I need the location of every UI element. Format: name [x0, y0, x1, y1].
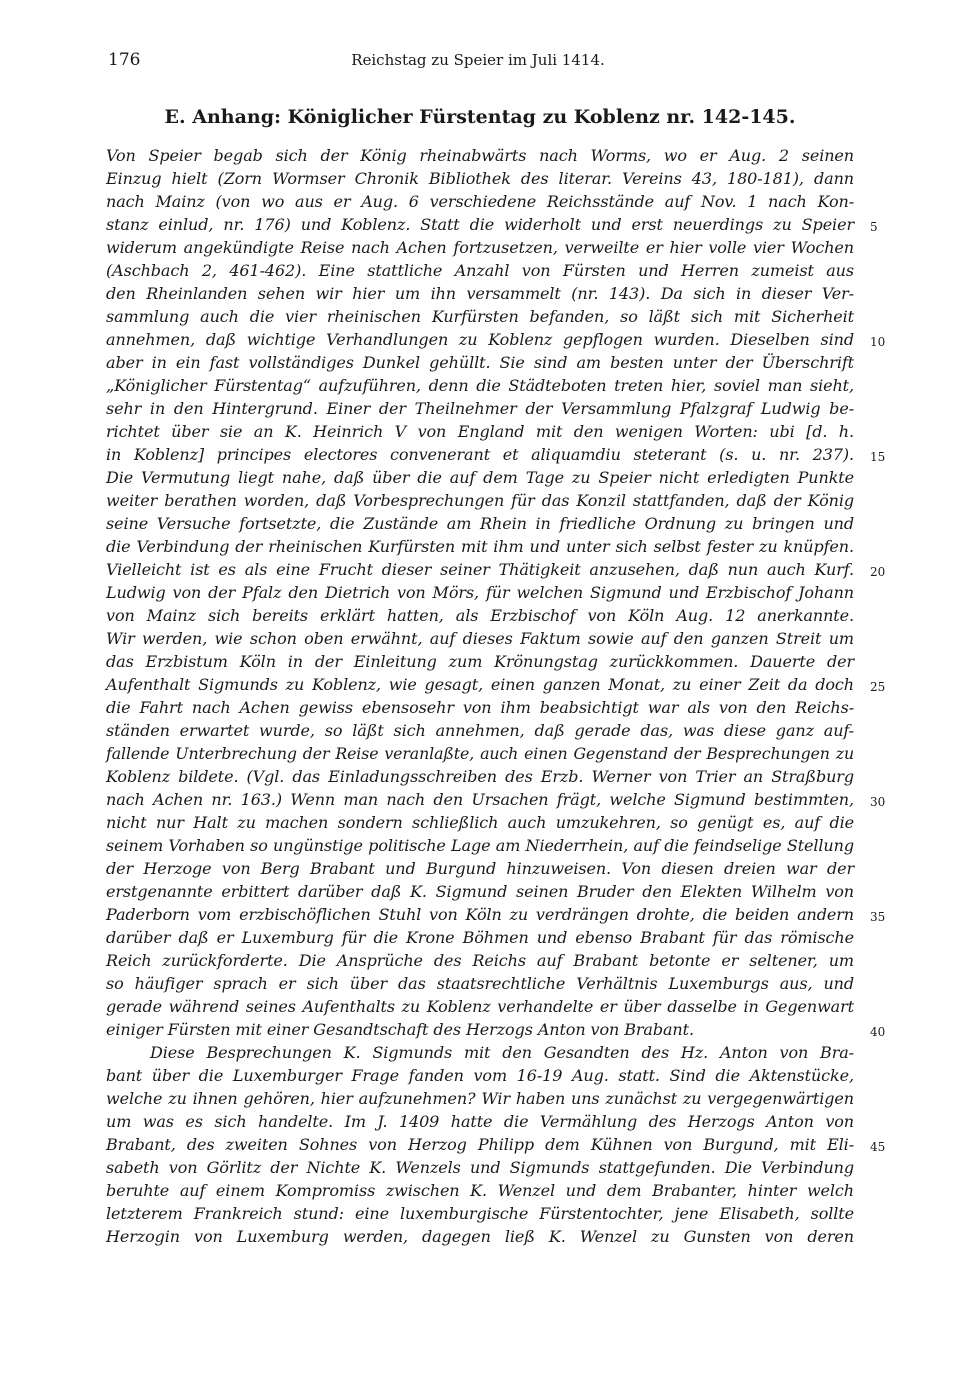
text-line: weiter berathen worden, daß Vorbesprechungen für das Konzil stattfanden, daß der König — [106, 491, 854, 510]
text-line: seinem Vorhaben so ungünstige politische Lage am Niederrhein, auf die feindselige Stellung — [106, 836, 854, 855]
text-line: nach Mainz (von wo aus er Aug. 6 verschiedene Reichsstände auf Nov. 1 nach Kon- — [106, 192, 854, 211]
margin-line-number: 10 — [870, 335, 886, 349]
text-line: Reich zurückforderte. Die Ansprüche des Reichs auf Brabant betonte er seltener, um — [106, 951, 854, 970]
text-line: so häufiger sprach er sich über das staatsrechtliche Verhältnis Luxemburgs aus, und — [106, 974, 854, 993]
text-line: ständen erwartet wurde, so läßt sich annehmen, daß gerade das, was diese ganz auf- — [106, 721, 854, 740]
text-line: (Aschbach 2, 461-462). Eine stattliche Anzahl von Fürsten und Herren zumeist aus — [106, 261, 854, 280]
text-line: widerum angekündigte Reise nach Achen fortzusetzen, verweilte er hier volle vier Wochen — [106, 238, 854, 257]
text-line: die Fahrt nach Achen gewiss ebensosehr von ihm beabsichtigt war als von den Reichs- — [106, 698, 854, 717]
text-line: von Mainz sich bereits erklärt hatten, als Erzbischof von Köln Aug. 12 anerkannte. — [106, 606, 854, 625]
text-line: Ludwig von der Pfalz den Dietrich von Mörs, für welchen Sigmund und Erzbischof Johann — [106, 583, 854, 602]
text-line: stanz einlud, nr. 176) und Koblenz. Statt die widerholt und erst neuerdings zu Speier — [106, 215, 854, 234]
text-line: Diese Besprechungen K. Sigmunds mit den Gesandten des Hz. Anton von Bra- — [150, 1043, 854, 1062]
text-line: den Rheinlanden sehen wir hier um ihn versammelt (nr. 143). Da sich in dieser Ver- — [106, 284, 854, 303]
margin-line-number: 5 — [870, 220, 878, 234]
text-line: der Herzoge von Berg Brabant und Burgund hinzuweisen. Von diesen dreien war der — [106, 859, 854, 878]
text-line: seine Versuche fortsetzte, die Zustände am Rhein in friedliche Ordnung zu bringen und — [106, 514, 854, 533]
margin-line-number: 25 — [870, 680, 886, 694]
text-line: aber in ein fast vollständiges Dunkel gehüllt. Sie sind am besten unter der Überschrift — [106, 353, 854, 372]
text-line: annehmen, daß wichtige Verhandlungen zu Koblenz gepflogen wurden. Dieselben sind — [106, 330, 854, 349]
text-line: richtet über sie an K. Heinrich V von England mit den wenigen Worten: ubi [d. h. — [106, 422, 854, 441]
text-line: Vielleicht ist es als eine Frucht dieser seiner Thätigkeit anzusehen, daß nun auch Kurf. — [106, 560, 854, 579]
text-line: Herzogin von Luxemburg werden, dagegen ließ K. Wenzel zu Gunsten von deren — [106, 1227, 854, 1246]
text-line: Paderborn vom erzbischöflichen Stuhl von Köln zu verdrängen drohte, die beiden andern — [106, 905, 854, 924]
text-line: Einzug hielt (Zorn Wormser Chronik Bibliothek des literar. Vereins 43, 180-181), dann — [106, 169, 854, 188]
section-heading: E. Anhang: Königlicher Fürstentag zu Koblenz nr. 142-145. — [164, 106, 796, 128]
text-line: Von Speier begab sich der König rheinabwärts nach Worms, wo er Aug. 2 seinen — [106, 146, 854, 165]
text-line: Brabant, des zweiten Sohnes von Herzog Philipp dem Kühnen von Burgund, mit Eli- — [106, 1135, 854, 1154]
text-line: sehr in den Hintergrund. Einer der Theilnehmer der Versammlung Pfalzgraf Ludwig be- — [106, 399, 854, 418]
page-header — [108, 50, 848, 72]
text-line: das Erzbistum Köln in der Einleitung zum Krönungstag zurückkommen. Dauerte der — [106, 652, 854, 671]
margin-line-number: 30 — [870, 795, 886, 809]
text-line: letzterem Frankreich stund: eine luxemburgische Fürstentochter, jene Elisabeth, sollte — [106, 1204, 854, 1223]
text-line: gerade während seines Aufenthalts zu Koblenz verhandelte er über dasselbe in Gegenwart — [106, 997, 854, 1016]
text-line: „Königlicher Fürstentag“ aufzuführen, denn die Städteboten treten hier, soviel man sieht, — [106, 376, 854, 395]
text-line: in Koblenz] principes electores convenerant et aliquamdiu steterant (s. u. nr. 237). — [106, 445, 854, 464]
running-title: Reichstag zu Speier im Juli 1414. — [351, 51, 605, 69]
page-number: 176 — [108, 50, 141, 70]
text-line: welche zu ihnen gehören, hier aufzunehmen? Wir haben uns zunächst zu vergegenwärtigen — [106, 1089, 854, 1108]
text-line: die Verbindung der rheinischen Kurfürsten mit ihm und unter sich selbst fester zu knüpfen. — [106, 537, 854, 556]
text-line: nach Achen nr. 163.) Wenn man nach den Ursachen frägt, welche Sigmund bestimmten, — [106, 790, 854, 809]
text-line: einiger Fürsten mit einer Gesandtschaft des Herzogs Anton von Brabant. — [106, 1020, 694, 1039]
text-line: Wir werden, wie schon oben erwähnt, auf dieses Faktum sowie auf den ganzen Streit um — [106, 629, 854, 648]
text-line: um was es sich handelte. Im J. 1409 hatte die Vermählung des Herzogs Anton von — [106, 1112, 854, 1131]
text-line: nicht nur Halt zu machen sondern schließlich auch umzukehren, so genügt es, auf die — [106, 813, 854, 832]
text-line: erstgenannte erbittert darüber daß K. Sigmund seinen Bruder den Elekten Wilhelm von — [106, 882, 854, 901]
text-line: bant über die Luxemburger Frage fanden vom 16-19 Aug. statt. Sind die Aktenstücke, — [106, 1066, 854, 1085]
text-line: beruhte auf einem Kompromiss zwischen K. Wenzel und dem Brabanter, hinter welch — [106, 1181, 854, 1200]
text-line: Die Vermutung liegt nahe, daß über die auf dem Tage zu Speier nicht erledigten Punkte — [106, 468, 854, 487]
text-line: Aufenthalt Sigmunds zu Koblenz, wie gesagt, einen ganzen Monat, zu einer Zeit da doch — [106, 675, 854, 694]
text-line: Koblenz bildete. (Vgl. das Einladungsschreiben des Erzb. Werner von Trier an Straßburg — [106, 767, 854, 786]
text-line: sabeth von Görlitz der Nichte K. Wenzels und Sigmunds stattgefunden. Die Verbindung — [106, 1158, 854, 1177]
text-line: sammlung auch die vier rheinischen Kurfürsten befanden, so läßt sich mit Sicherheit — [106, 307, 854, 326]
margin-line-number: 40 — [870, 1025, 886, 1039]
margin-line-number: 20 — [870, 565, 886, 579]
text-line: darüber daß er Luxemburg für die Krone Böhmen und ebenso Brabant für das römische — [106, 928, 854, 947]
margin-line-number: 45 — [870, 1140, 886, 1154]
margin-line-number: 35 — [870, 910, 886, 924]
margin-line-number: 15 — [870, 450, 886, 464]
text-line: fallende Unterbrechung der Reise veranlaßte, auch einen Gegenstand der Besprechungen zu — [106, 744, 854, 763]
